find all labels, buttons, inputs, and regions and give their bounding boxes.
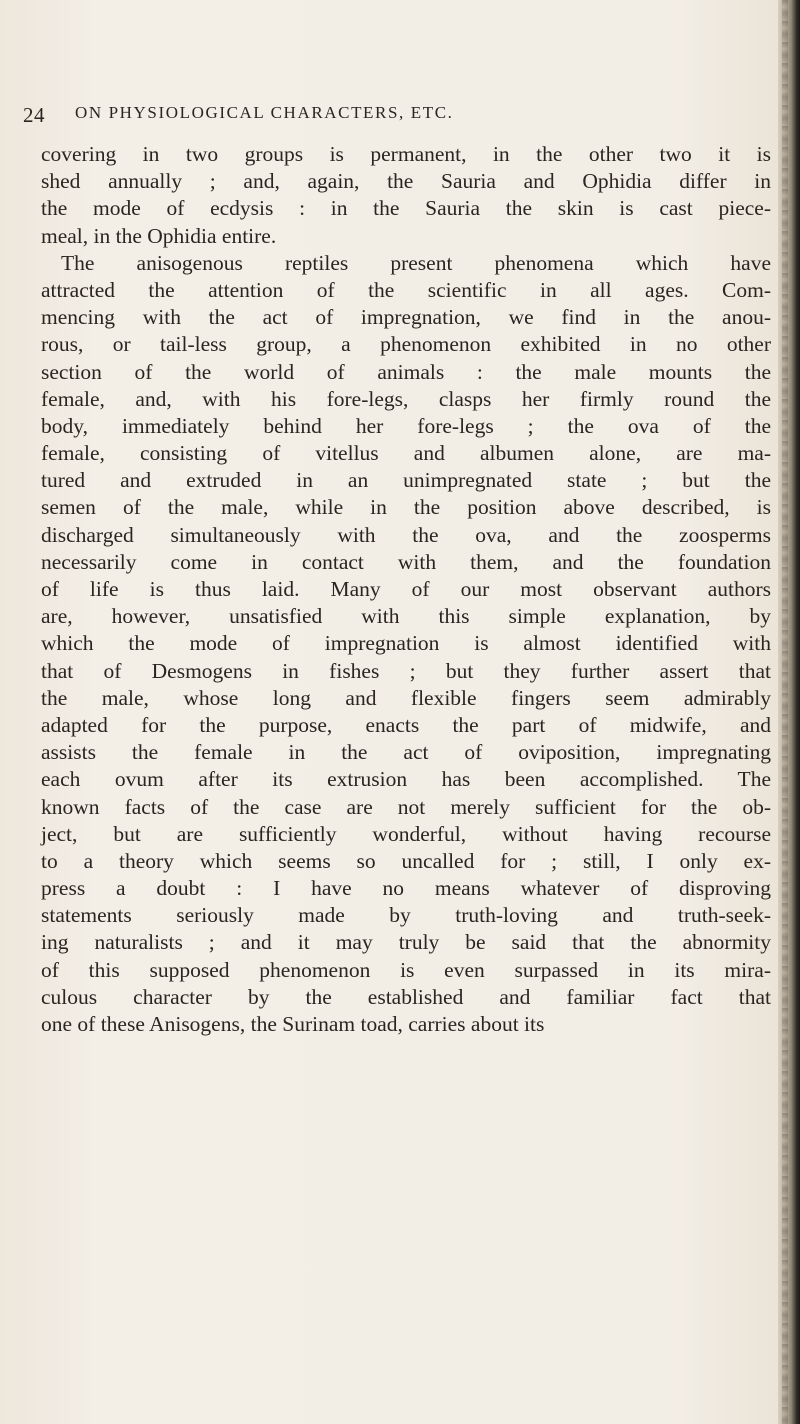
text-line: statements seriously made by truth-loving and truth-seek- xyxy=(41,903,771,928)
text-line: to a theory which seems so uncalled for ; still, I only ex- xyxy=(41,848,771,873)
text-line: the mode of ecdysis : in the Sauria the skin is cast piece- xyxy=(41,196,771,221)
text-line: assists the female in the act of oviposition, impregnating xyxy=(41,740,771,765)
text-line: tured and extruded in an unimpregnated state ; but the xyxy=(41,468,771,493)
text-line: of this supposed phenomenon is even surpassed in its mira- xyxy=(41,957,771,982)
text-line: the male, whose long and flexible fingers seem admirably xyxy=(41,685,771,710)
text-line: The anisogenous reptiles present phenomena which have xyxy=(61,250,771,275)
text-line: each ovum after its extrusion has been accomplished. The xyxy=(41,767,771,792)
running-head xyxy=(23,103,583,131)
text-line: attracted the attention of the scientific in all ages. Com- xyxy=(41,277,771,302)
text-line: shed annually ; and, again, the Sauria and Ophidia differ in xyxy=(41,169,771,194)
text-line: meal, in the Ophidia entire. xyxy=(41,223,277,248)
text-line: known facts of the case are not merely sufficient for the ob- xyxy=(41,794,771,819)
page-edge-shadow xyxy=(778,0,800,1424)
text-line: adapted for the purpose, enacts the part of midwife, and xyxy=(41,712,771,737)
text-line: mencing with the act of impregnation, we find in the anou- xyxy=(41,305,771,330)
text-line: discharged simultaneously with the ova, and the zoosperms xyxy=(41,522,771,547)
text-line: ing naturalists ; and it may truly be said that the abnormity xyxy=(41,930,771,955)
text-line: female, and, with his fore-legs, clasps her firmly round the xyxy=(41,386,771,411)
page-number: 24 xyxy=(23,103,45,127)
text-line: section of the world of animals : the male mounts the xyxy=(41,359,771,384)
text-line: rous, or tail-less group, a phenomenon exhibited in no other xyxy=(41,332,771,357)
body-text xyxy=(41,141,781,1038)
text-line: press a doubt : I have no means whatever of disproving xyxy=(41,876,771,901)
text-line: female, consisting of vitellus and albumen alone, are ma- xyxy=(41,441,771,466)
text-line: that of Desmogens in fishes ; but they further assert that xyxy=(41,658,771,683)
text-line: culous character by the established and familiar fact that xyxy=(41,984,771,1009)
text-line: of life is thus laid. Many of our most observant authors xyxy=(41,577,771,601)
text-line: one of these Anisogens, the Surinam toad, carries about its xyxy=(41,1012,545,1036)
text-line: covering in two groups is permanent, in the other two it is xyxy=(41,142,771,166)
text-line: ject, but are sufficiently wonderful, without having recourse xyxy=(41,821,771,846)
text-line: necessarily come in contact with them, and the foundation xyxy=(41,549,771,574)
text-line: which the mode of impregnation is almost identified with xyxy=(41,631,771,656)
text-line: semen of the male, while in the position above described, is xyxy=(41,495,771,520)
text-line: are, however, unsatisfied with this simple explanation, by xyxy=(41,604,771,629)
text-line: body, immediately behind her fore-legs ; the ova of the xyxy=(41,413,771,438)
running-title: ON PHYSIOLOGICAL CHARACTERS, ETC. xyxy=(75,103,454,122)
